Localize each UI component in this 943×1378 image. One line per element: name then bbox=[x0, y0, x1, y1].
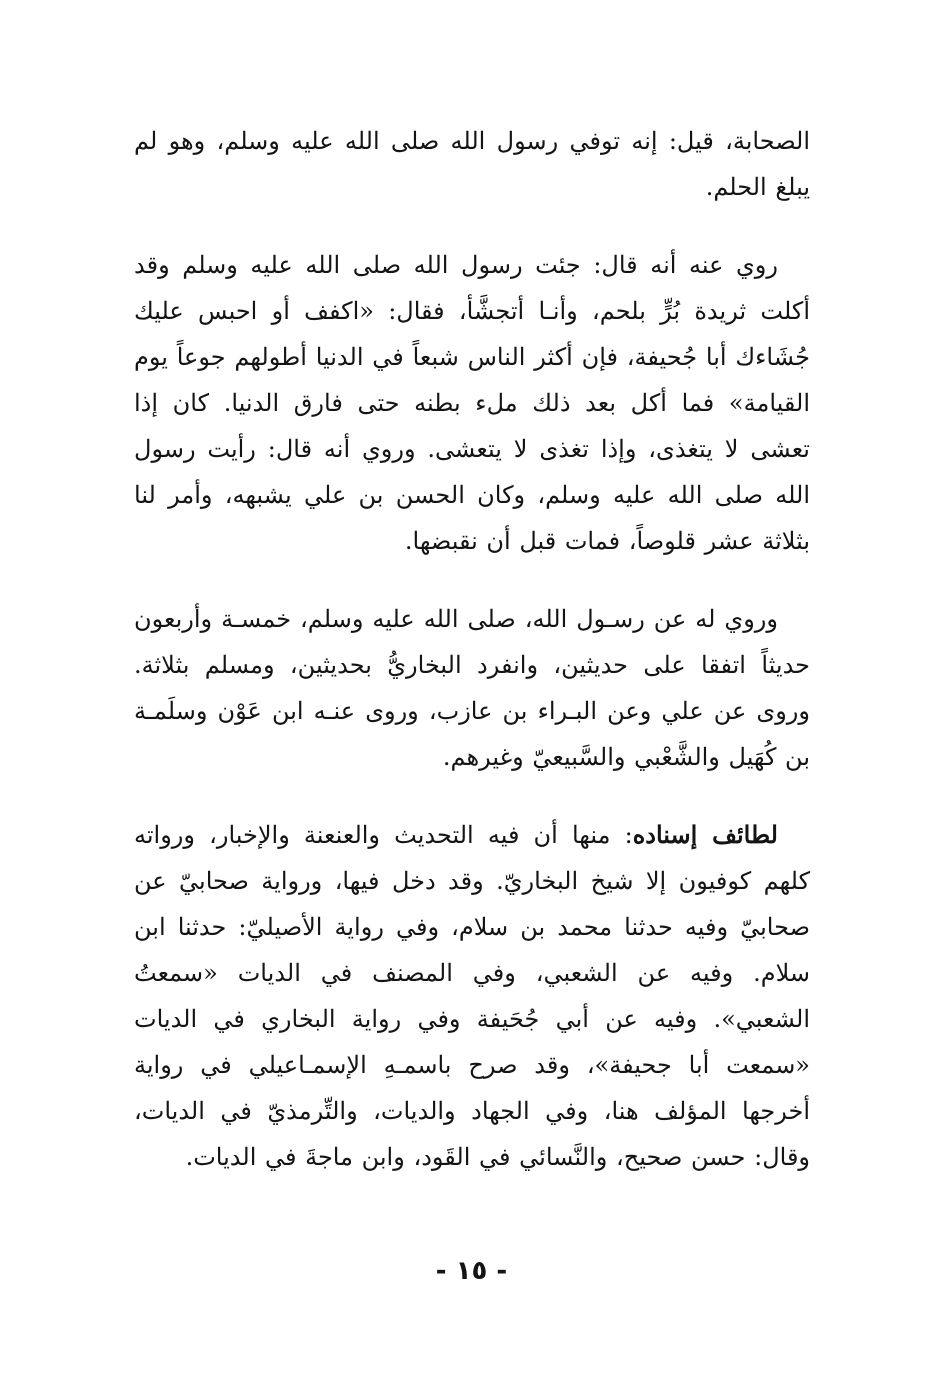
paragraph-4-body: : منها أن فيه التحديث والعنعنة والإخبار، ورواته كلهم كوفيون إلا شيخ البخاريّ. وقد دخل فيها، ورواية صحابيّ عن صحابيّ وفيه حدثنا محمد بن سلام، وفي رواية الأصيليّ: حدثنا ابن سلام. وفيه عن الشعبي، وفي المصنف في الديات «سمعتُ الشعبي». وفيه عن أبي جُحَيفة وفي رواية البخاري في الديات «سمعت أبا جحيفة»، وقد صرح باسمـهِ الإسمـاعيلي في رواية أخرجها المؤلف هنا، وفي الجهاد والديات، والتِّرمذيّ في الديات، وقال: حسن صحيح، والنَّسائي في القَود، وابن ماجةَ في الديات. bbox=[134, 821, 810, 1171]
paragraph-3: وروي له عن رسـول الله، صلى الله عليه وسلم، خمسـة وأربعون حديثاً اتفقا على حديثين، وانفرد البخاريُّ بحديثين، ومسلم بثلاثة. وروى عن علي وعن البـراء بن عازب، وروى عنـه ابن عَوْن وسلَمـة بن كُهَيل والشَّعْبي والسَّبيعيّ وغيرهم. bbox=[134, 605, 810, 771]
paragraph-4 bbox=[134, 812, 810, 1180]
paragraph-4-lead: لطائف إسناده bbox=[632, 820, 778, 849]
page-body-text bbox=[134, 118, 810, 1180]
page-number: - ١٥ - bbox=[435, 1256, 508, 1286]
paragraph-2: روي عنه أنه قال: جئت رسول الله صلى الله عليه وسلم وقد أكلت ثريدة بُرٍّ بلحم، وأنـا أتجشَّأ، فقال: «اكفف أو احبس عليك جُشَاءك أبا جُحيفة، فإن أكثر الناس شبعاً في الدنيا أطولهم جوعاً يوم القيامة» فما أكل بعد ذلك ملء بطنه حتى فارق الدنيا. كان إذا تعشى لا يتغذى، وإذا تغذى لا يتعشى. وروي أنه قال: رأيت رسول الله صلى الله عليه وسلم، وكان الحسن بن علي يشبهه، وأمر لنا بثلاثة عشر قلوصاً، فمات قبل أن نقبضها. bbox=[134, 251, 810, 555]
paragraph-1: الصحابة، قيل: إنه توفي رسول الله صلى الله عليه وسلم، وهو لم يبلغ الحلم. bbox=[134, 127, 811, 201]
